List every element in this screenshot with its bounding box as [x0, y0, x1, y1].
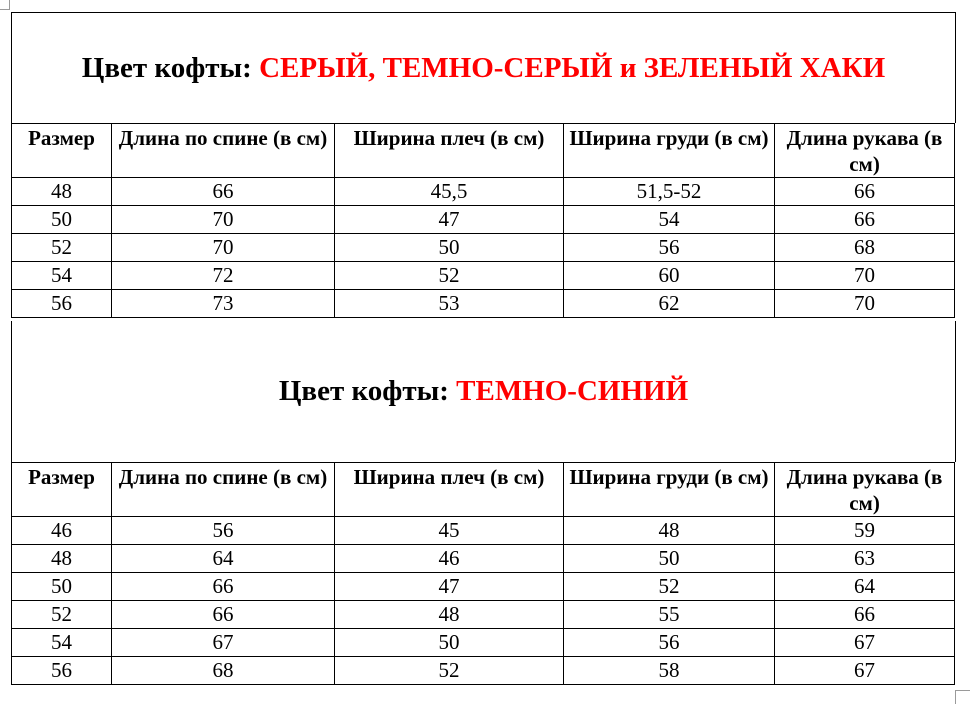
cell-chest-width: 62 — [564, 290, 775, 318]
cell-back-length: 67 — [112, 629, 335, 657]
cell-chest-width: 56 — [564, 629, 775, 657]
cell-size: 50 — [12, 573, 112, 601]
cell-size: 56 — [12, 657, 112, 685]
cell-size: 46 — [12, 517, 112, 545]
cell-shoulder-width: 50 — [335, 629, 564, 657]
cell-chest-width: 58 — [564, 657, 775, 685]
table-row — [12, 517, 955, 545]
cell-sleeve-length: 66 — [775, 178, 955, 206]
cell-chest-width: 51,5-52 — [564, 178, 775, 206]
cell-size: 52 — [12, 234, 112, 262]
cell-shoulder-width: 45 — [335, 517, 564, 545]
header-shoulder-width: Ширина плеч (в см) — [335, 463, 564, 517]
cell-back-length: 64 — [112, 545, 335, 573]
cell-shoulder-width: 47 — [335, 573, 564, 601]
cell-chest-width: 60 — [564, 262, 775, 290]
cell-chest-width: 54 — [564, 206, 775, 234]
section1-colors: СЕРЫЙ, ТЕМНО-СЕРЫЙ и ЗЕЛЕНЫЙ ХАКИ — [259, 51, 886, 84]
header-shoulder-width: Ширина плеч (в см) — [335, 124, 564, 178]
cell-size: 48 — [12, 178, 112, 206]
table-row — [12, 657, 955, 685]
section2-label: Цвет кофты: — [278, 375, 449, 407]
section1-heading — [11, 12, 956, 123]
cell-sleeve-length: 64 — [775, 573, 955, 601]
cell-sleeve-length: 70 — [775, 290, 955, 318]
section2-colors: ТЕМНО-СИНИЙ — [456, 375, 689, 407]
cell-sleeve-length: 63 — [775, 545, 955, 573]
header-back-length: Длина по спине (в см) — [112, 124, 335, 178]
cell-size: 50 — [12, 206, 112, 234]
header-back-length: Длина по спине (в см) — [112, 463, 335, 517]
cell-chest-width: 56 — [564, 234, 775, 262]
cell-sleeve-length: 67 — [775, 657, 955, 685]
cell-back-length: 70 — [112, 234, 335, 262]
cell-back-length: 68 — [112, 657, 335, 685]
cell-sleeve-length: 70 — [775, 262, 955, 290]
cell-back-length: 66 — [112, 601, 335, 629]
header-size: Размер — [12, 124, 112, 178]
table-header-row — [12, 124, 955, 178]
page-corner-mark — [0, 0, 10, 10]
cell-shoulder-width: 48 — [335, 601, 564, 629]
cell-size: 56 — [12, 290, 112, 318]
table-row — [12, 629, 955, 657]
size-table-2 — [11, 462, 955, 685]
cell-back-length: 66 — [112, 178, 335, 206]
cell-sleeve-length: 68 — [775, 234, 955, 262]
cell-size: 52 — [12, 601, 112, 629]
cell-shoulder-width: 46 — [335, 545, 564, 573]
header-chest-width: Ширина груди (в см) — [564, 463, 775, 517]
cell-shoulder-width: 45,5 — [335, 178, 564, 206]
table-row — [12, 545, 955, 573]
cell-shoulder-width: 53 — [335, 290, 564, 318]
cell-back-length: 72 — [112, 262, 335, 290]
section1-label: Цвет кофты: — [81, 51, 252, 84]
cell-back-length: 70 — [112, 206, 335, 234]
table-row — [12, 206, 955, 234]
header-sleeve-length: Длина рукава (в см) — [775, 463, 955, 517]
cell-sleeve-length: 59 — [775, 517, 955, 545]
table-row — [12, 178, 955, 206]
cell-chest-width: 50 — [564, 545, 775, 573]
table-row — [12, 601, 955, 629]
cell-sleeve-length: 66 — [775, 206, 955, 234]
cell-chest-width: 52 — [564, 573, 775, 601]
table-header-row — [12, 463, 955, 517]
header-chest-width: Ширина груди (в см) — [564, 124, 775, 178]
size-table-1 — [11, 123, 955, 318]
cell-shoulder-width: 47 — [335, 206, 564, 234]
cell-sleeve-length: 67 — [775, 629, 955, 657]
cell-size: 48 — [12, 545, 112, 573]
table-row — [12, 290, 955, 318]
cell-back-length: 66 — [112, 573, 335, 601]
cell-back-length: 73 — [112, 290, 335, 318]
table-row — [12, 234, 955, 262]
cell-shoulder-width: 52 — [335, 262, 564, 290]
cell-shoulder-width: 52 — [335, 657, 564, 685]
header-size: Размер — [12, 463, 112, 517]
page-corner-mark — [955, 690, 970, 704]
table-row — [12, 262, 955, 290]
cell-sleeve-length: 66 — [775, 601, 955, 629]
cell-chest-width: 48 — [564, 517, 775, 545]
section2-heading — [11, 321, 956, 462]
table-row — [12, 573, 955, 601]
cell-size: 54 — [12, 629, 112, 657]
cell-chest-width: 55 — [564, 601, 775, 629]
header-sleeve-length: Длина рукава (в см) — [775, 124, 955, 178]
cell-shoulder-width: 50 — [335, 234, 564, 262]
cell-back-length: 56 — [112, 517, 335, 545]
cell-size: 54 — [12, 262, 112, 290]
